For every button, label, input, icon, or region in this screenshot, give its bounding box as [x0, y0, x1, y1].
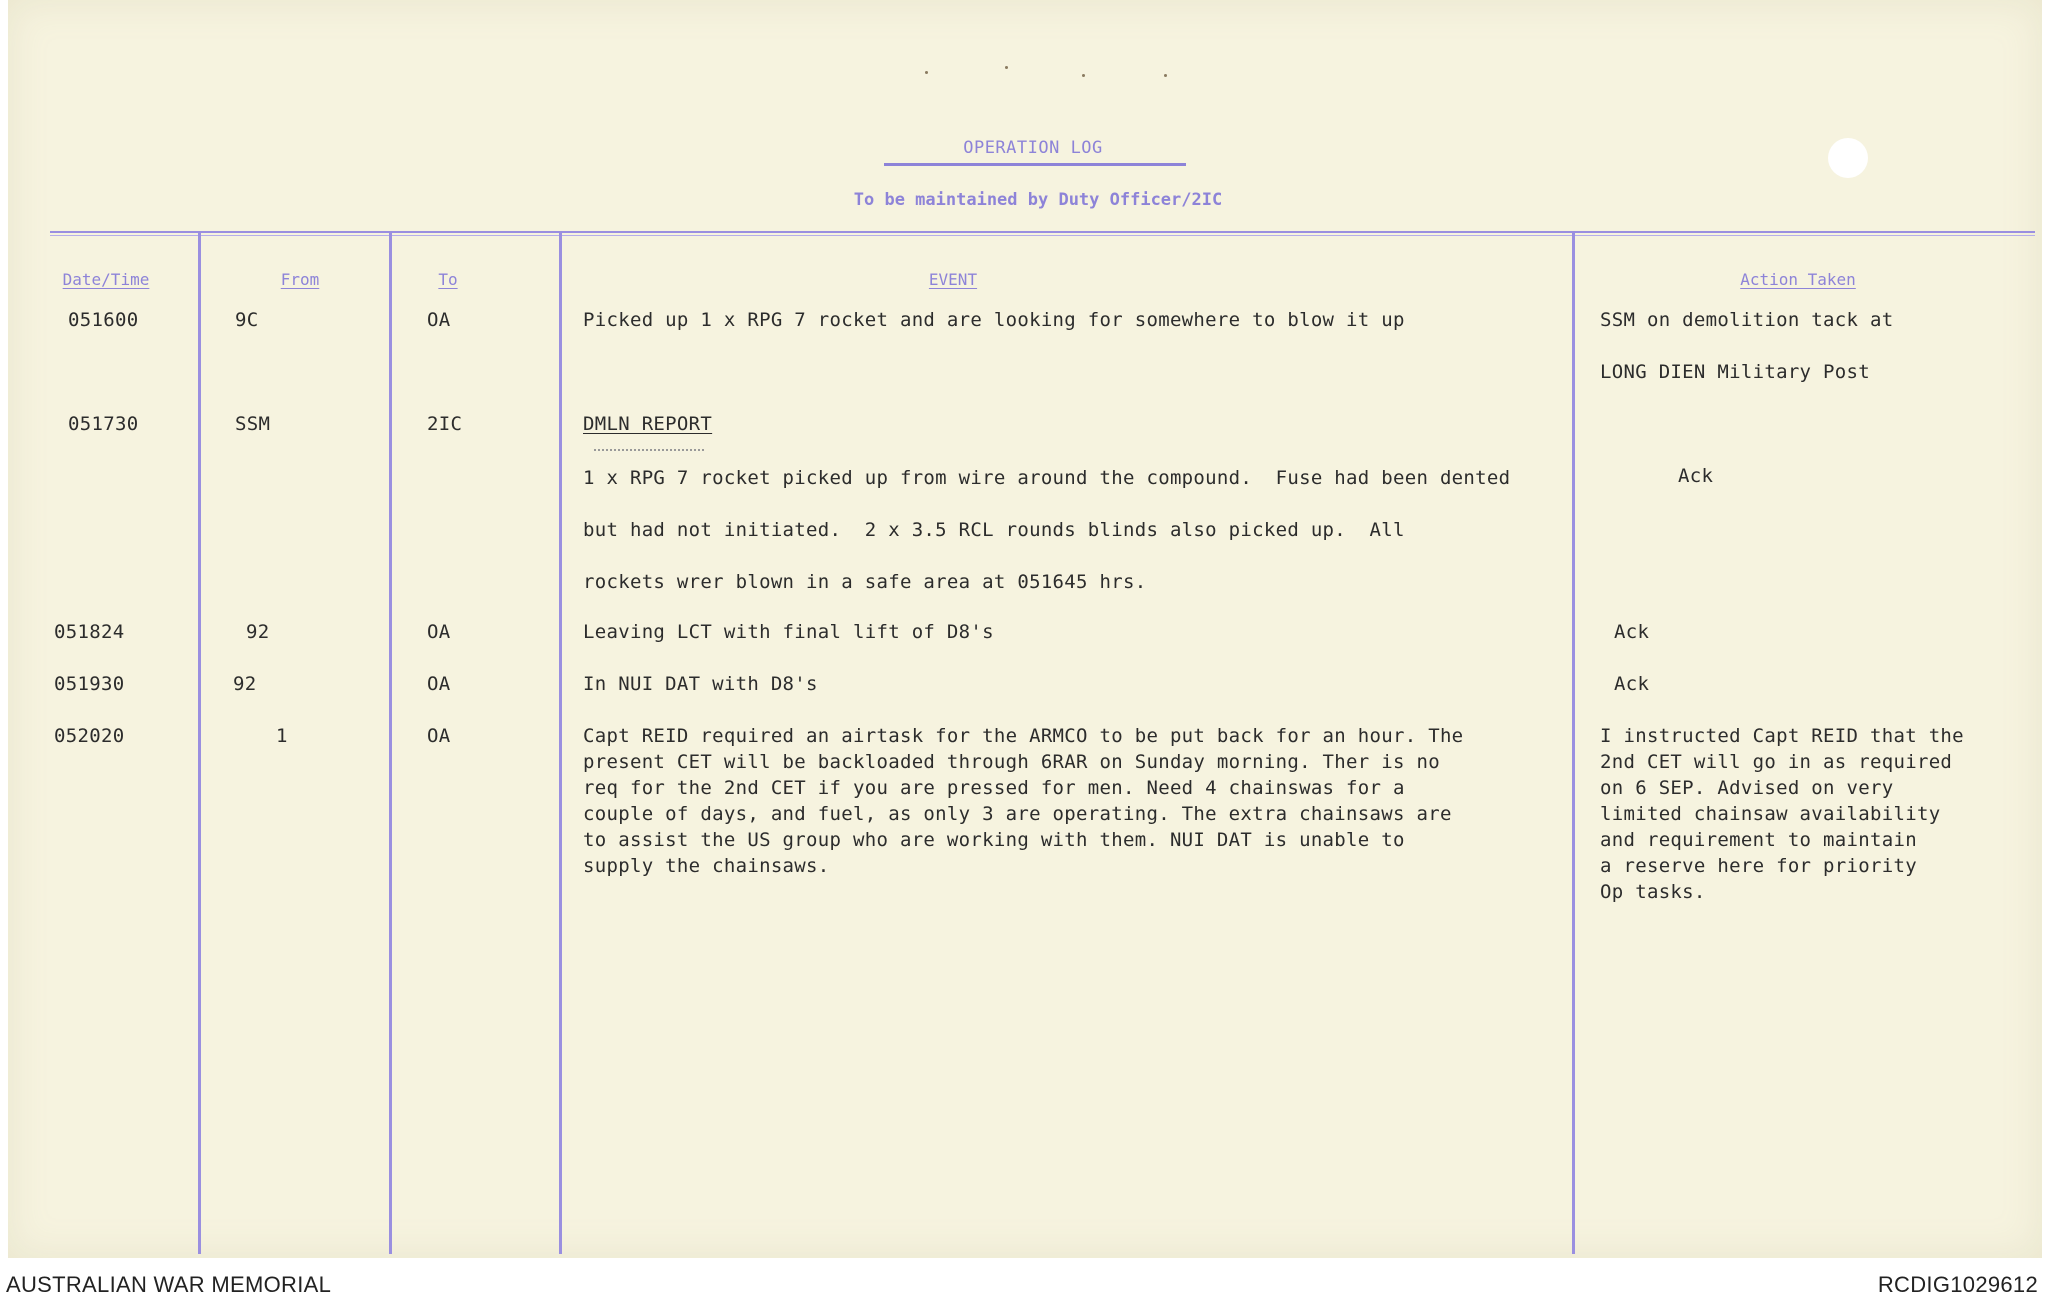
column-header-action: Action Taken — [1740, 270, 1856, 289]
entry-event-line: Picked up 1 x RPG 7 rocket and are looking for somewhere to blow it up — [583, 309, 1405, 331]
entry-datetime: 052020 — [54, 725, 125, 747]
document-sheet — [8, 0, 2042, 1258]
entry-event-line: In NUI DAT with D8's — [583, 673, 818, 695]
entry-datetime: 051600 — [68, 309, 139, 331]
entry-datetime: 051730 — [68, 413, 139, 435]
entry-from: 9C — [235, 309, 259, 331]
paper-speck — [1005, 66, 1008, 69]
column-divider — [1572, 231, 1575, 1254]
entry-datetime: 051824 — [54, 621, 125, 643]
entry-to: OA — [427, 725, 451, 747]
paper-speck — [1082, 74, 1085, 77]
entry-event-heading: DMLN REPORT — [583, 413, 713, 435]
column-header-event: EVENT — [928, 270, 978, 289]
column-header-from: From — [280, 270, 320, 289]
paper-speck — [925, 71, 928, 74]
entry-action-line: LONG DIEN Military Post — [1600, 361, 1870, 383]
entry-action-line: Op tasks. — [1600, 881, 1706, 903]
page-subtitle: To be maintained by Duty Officer/2IC — [853, 190, 1223, 210]
entry-to: OA — [427, 673, 451, 695]
entry-action-line: Ack — [1678, 465, 1714, 487]
entry-event-line: but had not initiated. 2 x 3.5 RCL rounds blinds also picked up. All — [583, 519, 1405, 541]
entry-event-line: req for the 2nd CET if you are pressed for men. Need 4 chainswas for a — [583, 777, 1405, 799]
dotted-rule — [594, 449, 704, 451]
entry-action-line: Ack — [1614, 673, 1650, 695]
entry-action-line: Ack — [1614, 621, 1650, 643]
entry-action-line: on 6 SEP. Advised on very — [1600, 777, 1894, 799]
entry-event-line: Leaving LCT with final lift of D8's — [583, 621, 994, 643]
header-rule-secondary — [50, 235, 2035, 236]
entry-event-line: 1 x RPG 7 rocket picked up from wire around the compound. Fuse had been dented — [583, 467, 1511, 489]
entry-event-line: present CET will be backloaded through 6RAR on Sunday morning. Ther is no — [583, 751, 1440, 773]
entry-event-line: Capt REID required an airtask for the ARMCO to be put back for an hour. The — [583, 725, 1464, 747]
column-divider — [198, 231, 201, 1254]
entry-action-line: limited chainsaw availability — [1600, 803, 1941, 825]
entry-to: OA — [427, 621, 451, 643]
column-divider — [389, 231, 392, 1254]
entry-action-line: a reserve here for priority — [1600, 855, 1917, 877]
entry-event-line: supply the chainsaws. — [583, 855, 830, 877]
entry-to: OA — [427, 309, 451, 331]
entry-action-line: I instructed Capt REID that the — [1600, 725, 1964, 747]
entry-event-line: rockets wrer blown in a safe area at 051645 hrs. — [583, 571, 1147, 593]
entry-action-line: and requirement to maintain — [1600, 829, 1917, 851]
entry-event-line: to assist the US group who are working with them. NUI DAT is unable to — [583, 829, 1405, 851]
entry-event-line: couple of days, and fuel, as only 3 are operating. The extra chainsaws are — [583, 803, 1452, 825]
entry-from: 92 — [233, 673, 257, 695]
column-header-datetime: Date/Time — [62, 270, 150, 289]
entry-from: 1 — [276, 725, 288, 747]
punch-hole — [1828, 138, 1868, 178]
paper-speck — [1164, 74, 1167, 77]
entry-action-line: SSM on demolition tack at — [1600, 309, 1894, 331]
entry-from: 92 — [246, 621, 270, 643]
title-underline — [884, 163, 1186, 166]
column-header-to: To — [438, 270, 458, 289]
entry-to: 2IC — [427, 413, 463, 435]
page-title: OPERATION LOG — [963, 138, 1103, 158]
column-divider — [559, 231, 562, 1254]
entry-datetime: 051930 — [54, 673, 125, 695]
entry-action-line: 2nd CET will go in as required — [1600, 751, 1953, 773]
footer-record-id: RCDIG1029612 — [1877, 1272, 2038, 1297]
footer-attribution: AUSTRALIAN WAR MEMORIAL — [6, 1272, 332, 1297]
header-rule — [50, 231, 2035, 233]
entry-from: SSM — [235, 413, 271, 435]
